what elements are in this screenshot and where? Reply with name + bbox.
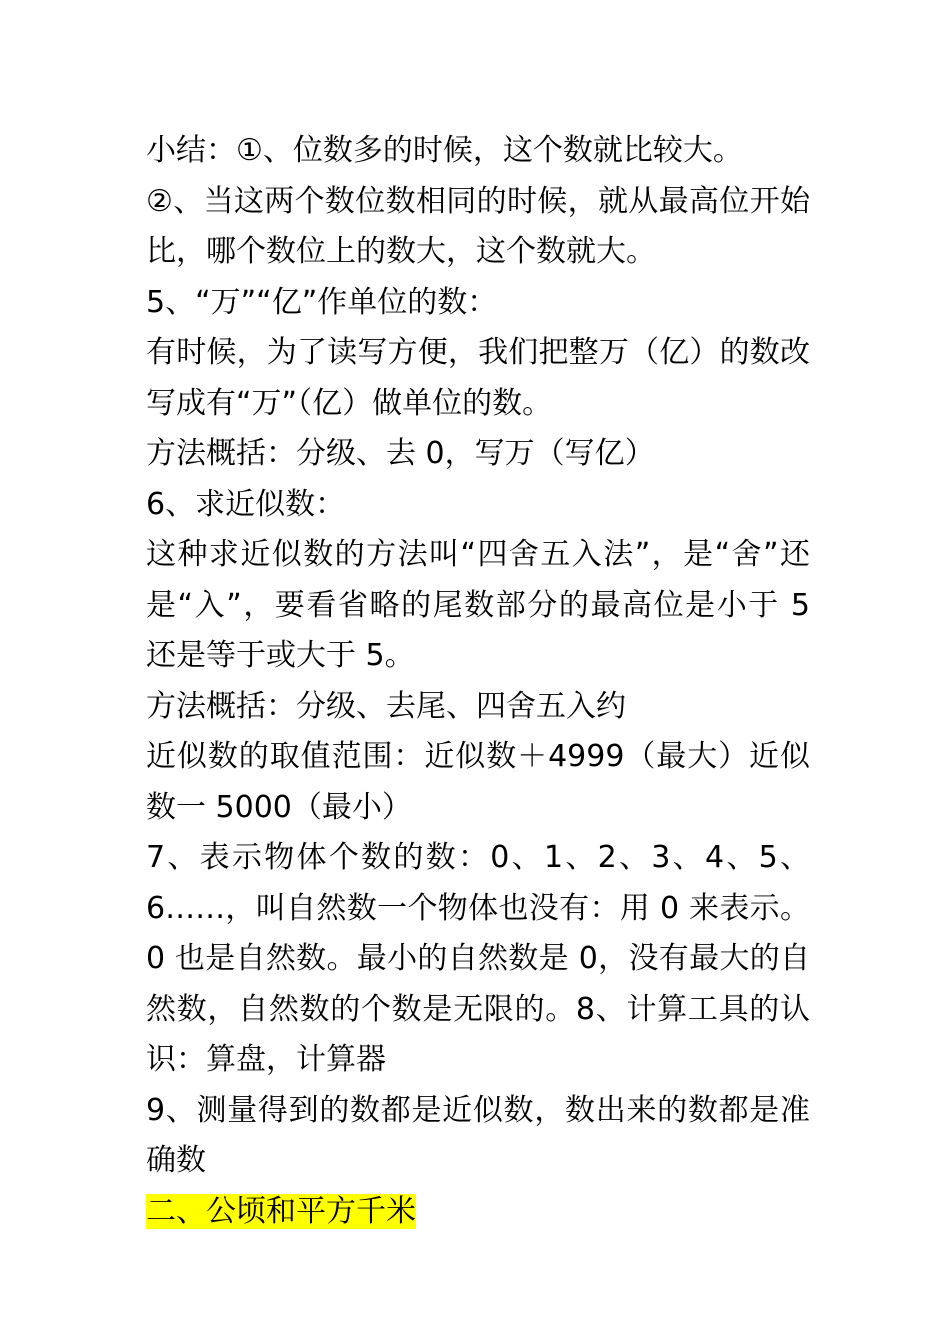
section-9-body: 9、测量得到的数都是近似数，数出来的数都是准确数 xyxy=(146,1092,810,1178)
document-body xyxy=(146,126,810,1237)
section-5-method: 方法概括：分级、去 0，写万（写亿） xyxy=(146,436,655,471)
section-heading-highlight: 二、公顷和平方千米 xyxy=(146,1193,416,1229)
section-6-body: 这种求近似数的方法叫“四舍五入法”，是“舍”还是“入”，要看省略的尾数部分的最高位是小于 5 还是等于或大于 5。 xyxy=(146,537,810,673)
section-7-8-body: 7、表示物体个数的数：0、1、2、3、4、5、6……，叫自然数一个物体也没有：用 0 来表示。0 也是自然数。最小的自然数是 0，没有最大的自然数，自然数的个数是无限的。8、计算工具的认识：算盘，计算器 xyxy=(146,840,810,1077)
section-6-method: 方法概括：分级、去尾、四舍五入约 xyxy=(146,688,626,724)
summary-paragraph-2: ②、当这两个数位数相同的时候，就从最高位开始比，哪个数位上的数大，这个数就大。 xyxy=(146,183,810,269)
section-5-title: 5、“万”“亿”作单位的数： xyxy=(146,284,498,320)
section-5-body: 有时候，为了读写方便，我们把整万（亿）的数改写成有“万”（亿）做单位的数。 xyxy=(146,335,810,421)
approximation-range: 近似数的取值范围：近似数＋4999（最大）近似数一 5000（最小） xyxy=(146,739,810,825)
section-heading xyxy=(146,1187,810,1238)
section-6-title: 6、求近似数： xyxy=(146,486,346,522)
summary-paragraph-1: 小结：①、位数多的时候，这个数就比较大。 xyxy=(146,133,743,168)
